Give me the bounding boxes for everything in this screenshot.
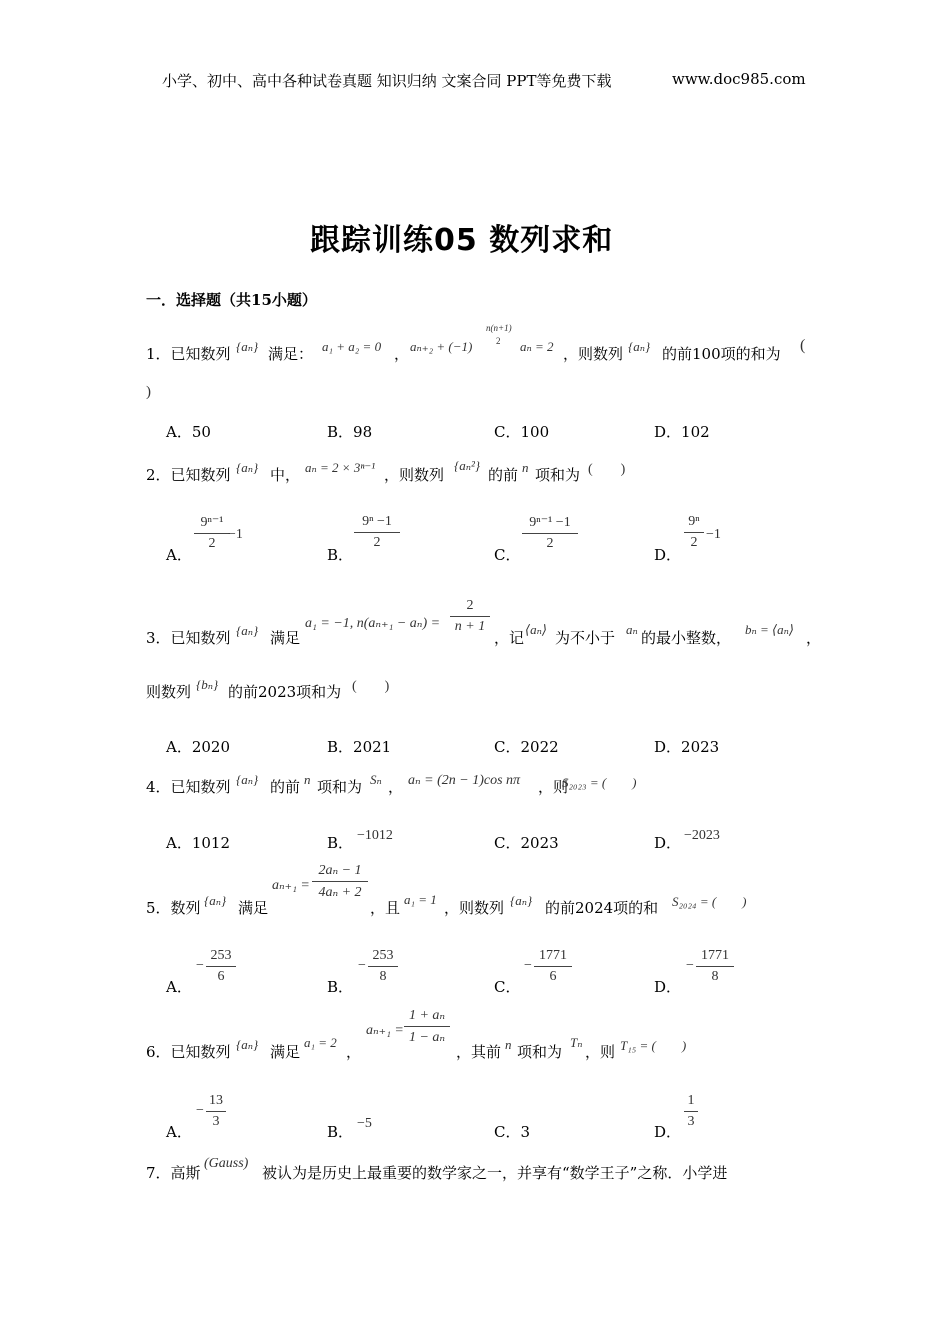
- q2-option-b-frac: [354, 514, 400, 551]
- q1-text-2: ，则数列: [563, 345, 624, 363]
- q6-option-d-label[interactable]: D．: [654, 1123, 682, 1141]
- q5-a1: a₁ = 1: [404, 892, 437, 907]
- q1-option-d[interactable]: D．102: [654, 423, 710, 441]
- fraction-bar: [368, 966, 398, 967]
- q2-text: 中，: [270, 466, 301, 484]
- header-text: 小学、初中、高中各种试卷真题 知识归纳 文案合同 PPT等免费下载: [162, 72, 612, 90]
- q2-seq: {aₙ}: [236, 460, 259, 475]
- q3-text-4: 的最小整数，: [641, 629, 732, 647]
- q1-formula-3: aₙ = 2: [520, 339, 554, 354]
- q2-text-2: ，则数列: [384, 466, 445, 484]
- q4-text-3: ，: [388, 778, 404, 796]
- q5-fraction: [312, 862, 368, 901]
- q5-frac-den: 4aₙ + 2: [318, 885, 362, 900]
- q5-option-b-label[interactable]: B．: [327, 978, 354, 996]
- q4-number: 4．已知数列: [146, 778, 231, 796]
- q6-text-4: 项和为: [517, 1043, 563, 1061]
- q3-number: 3．已知数列: [146, 629, 231, 647]
- q1-text-3: 的前100项的和为: [662, 345, 781, 363]
- q2-formula: aₙ = 2 × 3ⁿ⁻¹: [305, 460, 376, 475]
- q4-option-a[interactable]: A．1012: [166, 834, 231, 852]
- q6-fraction: [404, 1007, 450, 1046]
- q2-a-tail: −1: [228, 527, 243, 542]
- fraction-bar: [206, 1111, 226, 1112]
- q1-paren-open: (: [800, 337, 806, 354]
- q2-option-a-frac: [194, 514, 230, 552]
- q5-b-den: 8: [379, 969, 387, 984]
- q2-b-den: 2: [373, 535, 381, 550]
- q5-option-d-frac: [696, 948, 734, 985]
- q4-option-b-label[interactable]: B．: [327, 834, 354, 852]
- q1-comma: ，: [394, 345, 410, 363]
- q6-text-5: ，则: [585, 1043, 616, 1061]
- q5-a-num: 253: [210, 948, 232, 963]
- q5-b-num: 253: [372, 948, 394, 963]
- page-title: 跟踪训练05 数列求和: [310, 223, 614, 258]
- q2-d-tail: −1: [706, 527, 721, 542]
- q3-fraction: [450, 598, 490, 635]
- q5-option-c-frac: [534, 948, 572, 985]
- q5-formula: aₙ₊₁ =: [272, 878, 310, 893]
- q4-formula: aₙ = (2n − 1)cos nπ: [408, 773, 521, 788]
- q3-text-3: 为不小于: [555, 629, 616, 647]
- q7-number: 7．高斯: [146, 1164, 201, 1182]
- q5-text-4: 的前2024项的和: [545, 899, 659, 917]
- q4-s2023: S₂₀₂₃ = ( ): [562, 775, 637, 790]
- q6-text: 满足: [270, 1043, 301, 1061]
- q3-seq-2: {bₙ}: [196, 677, 219, 692]
- q1-formula-1: a₁ + a₂ = 0: [322, 339, 382, 354]
- q5-d-minus: −: [686, 958, 694, 973]
- fraction-bar: [312, 881, 368, 882]
- fraction-bar: [534, 966, 572, 967]
- q6-text-2: ，: [346, 1043, 362, 1061]
- q4-seq: {aₙ}: [236, 772, 259, 787]
- q1-paren-close: ): [146, 384, 151, 400]
- q6-formula: aₙ₊₁ =: [366, 1023, 404, 1038]
- q2-c-num: 9ⁿ⁻¹ −1: [529, 515, 571, 530]
- q3-an: aₙ: [626, 622, 638, 637]
- fraction-bar: [684, 1111, 698, 1112]
- q3-paren: ( ): [352, 679, 390, 694]
- q6-option-a-frac: [206, 1093, 226, 1130]
- q4-option-b-value: −1012: [357, 828, 393, 843]
- q6-a-den: 3: [212, 1114, 220, 1129]
- q3-frac-den: n + 1: [454, 619, 486, 634]
- q6-option-b-value: −5: [357, 1116, 372, 1131]
- q1-option-c[interactable]: C．100: [494, 423, 550, 441]
- q6-a-minus: −: [196, 1103, 204, 1118]
- q5-option-b-frac: [368, 948, 398, 985]
- q2-text-4: 项和为: [535, 466, 581, 484]
- q2-b-num: 9ⁿ −1: [362, 514, 392, 529]
- q5-number: 5．数列: [146, 899, 201, 917]
- q7-gauss: (Gauss): [204, 1156, 249, 1171]
- q2-option-d-label[interactable]: D．: [654, 546, 682, 564]
- q2-paren: ( ): [588, 462, 626, 477]
- q7-text: 被认为是历史上最重要的数学家之一，并享有“数学王子”之称．小学进: [262, 1164, 728, 1182]
- q4-text-4: ，则: [538, 778, 569, 796]
- q1-number: 1．已知数列: [146, 345, 231, 363]
- q4-option-c[interactable]: C．2023: [494, 834, 559, 852]
- q5-option-c-label[interactable]: C．: [494, 978, 521, 996]
- fraction-bar: [354, 532, 400, 533]
- q6-t15: T₁₅ = ( ): [620, 1038, 687, 1053]
- q6-a-num: 13: [209, 1093, 223, 1108]
- q2-a-den: 2: [208, 536, 216, 551]
- q4-option-d-value: −2023: [684, 828, 720, 843]
- q1-seq: {aₙ}: [236, 339, 259, 354]
- q1-option-a[interactable]: A．50: [166, 423, 211, 441]
- q3-option-c[interactable]: C．2022: [494, 738, 559, 756]
- q5-seq: {aₙ}: [204, 893, 227, 908]
- q6-text-3: ，其前: [456, 1043, 502, 1061]
- q2-text-3: 的前: [488, 466, 519, 484]
- q3-line-2: 则数列: [146, 683, 192, 701]
- q2-a-num: 9ⁿ⁻¹: [200, 515, 224, 530]
- q3-frac-num: 2: [466, 598, 474, 613]
- q5-seq-2: {aₙ}: [510, 893, 533, 908]
- q3-seq: {aₙ}: [236, 623, 259, 638]
- q5-d-num: 1771: [701, 948, 729, 963]
- q3-formula: a₁ = −1, n(aₙ₊₁ − aₙ) =: [305, 616, 441, 631]
- q2-number: 2．已知数列: [146, 466, 231, 484]
- q1-formula-2: aₙ₊₂ + (−1): [410, 339, 473, 354]
- fraction-bar: [206, 966, 236, 967]
- fraction-bar: [522, 533, 578, 534]
- fraction-bar: [404, 1026, 450, 1027]
- header-url[interactable]: www.doc985.com: [672, 70, 806, 88]
- q3-option-d[interactable]: D．2023: [654, 738, 720, 756]
- section-heading: 一．选择题（共15小题）: [146, 291, 317, 309]
- q1-seq-2: {aₙ}: [628, 339, 651, 354]
- q5-text: 满足: [238, 899, 269, 917]
- q6-d-den: 3: [687, 1114, 695, 1129]
- q6-frac-den: 1 − aₙ: [408, 1030, 446, 1045]
- q2-option-b-label[interactable]: B．: [327, 546, 354, 564]
- q4-text-2: 项和为: [317, 778, 363, 796]
- q2-c-den: 2: [546, 536, 554, 551]
- q5-option-a-label[interactable]: A．: [166, 978, 192, 996]
- q1-option-b[interactable]: B．98: [327, 423, 373, 441]
- q6-option-a-label[interactable]: A．: [166, 1123, 192, 1141]
- q2-option-c-label[interactable]: C．: [494, 546, 521, 564]
- q5-frac-num: 2aₙ − 1: [318, 863, 362, 878]
- q5-s2024: S₂₀₂₄ = ( ): [672, 894, 747, 909]
- q6-option-d-frac: [684, 1093, 698, 1130]
- q2-seq-2: {aₙ²}: [454, 458, 481, 473]
- q6-number: 6．已知数列: [146, 1043, 231, 1061]
- q5-d-den: 8: [711, 969, 719, 984]
- q4-n: n: [304, 772, 311, 787]
- fraction-bar: [450, 616, 490, 617]
- q3-text-5: ，: [806, 629, 822, 647]
- fraction-bar: [194, 533, 230, 534]
- q5-b-minus: −: [358, 958, 366, 973]
- q3-ceil: ⟨aₙ⟩: [525, 622, 547, 637]
- q3-option-a[interactable]: A．2020: [166, 738, 231, 756]
- q2-d-den: 2: [690, 535, 698, 550]
- q2-option-d-frac: [684, 514, 704, 551]
- fraction-bar: [684, 532, 704, 533]
- q2-n: n: [522, 460, 529, 475]
- q3-text-2: ，记: [494, 629, 525, 647]
- q6-tn: Tₙ: [570, 1035, 583, 1050]
- q6-a1: a₁ = 2: [304, 1035, 337, 1050]
- q6-n: n: [505, 1037, 512, 1052]
- q5-c-minus: −: [524, 958, 532, 973]
- q1-exp-bot: 2: [496, 336, 501, 346]
- q1-text: 满足：: [268, 345, 314, 363]
- q5-a-minus: −: [196, 958, 204, 973]
- q6-frac-num: 1 + aₙ: [408, 1008, 446, 1023]
- q5-option-d-label[interactable]: D．: [654, 978, 682, 996]
- q3-option-b[interactable]: B．2021: [327, 738, 392, 756]
- fraction-bar: [696, 966, 734, 967]
- q1-exp-top: n(n+1): [486, 323, 512, 333]
- q5-text-3: ，则数列: [444, 899, 505, 917]
- q2-d-num: 9ⁿ: [688, 514, 700, 529]
- q2-option-a-label[interactable]: A．: [166, 546, 192, 564]
- q5-c-num: 1771: [539, 948, 567, 963]
- q2-option-c-frac: [522, 514, 578, 552]
- q6-option-c[interactable]: C．3: [494, 1123, 531, 1141]
- q6-d-num: 1: [687, 1093, 695, 1108]
- q4-option-d-label[interactable]: D．: [654, 834, 682, 852]
- q3-text: 满足: [270, 629, 301, 647]
- q5-c-den: 6: [549, 969, 557, 984]
- q5-text-2: ，且: [370, 899, 401, 917]
- q6-option-b-label[interactable]: B．: [327, 1123, 354, 1141]
- q5-a-den: 6: [217, 969, 225, 984]
- q6-seq: {aₙ}: [236, 1037, 259, 1052]
- q5-option-a-frac: [206, 948, 236, 985]
- q4-text: 的前: [270, 778, 301, 796]
- q3-bn: bₙ = ⟨aₙ⟩: [745, 622, 794, 637]
- q3-text-6: 的前2023项和为: [228, 683, 342, 701]
- q4-sn: Sₙ: [370, 772, 382, 787]
